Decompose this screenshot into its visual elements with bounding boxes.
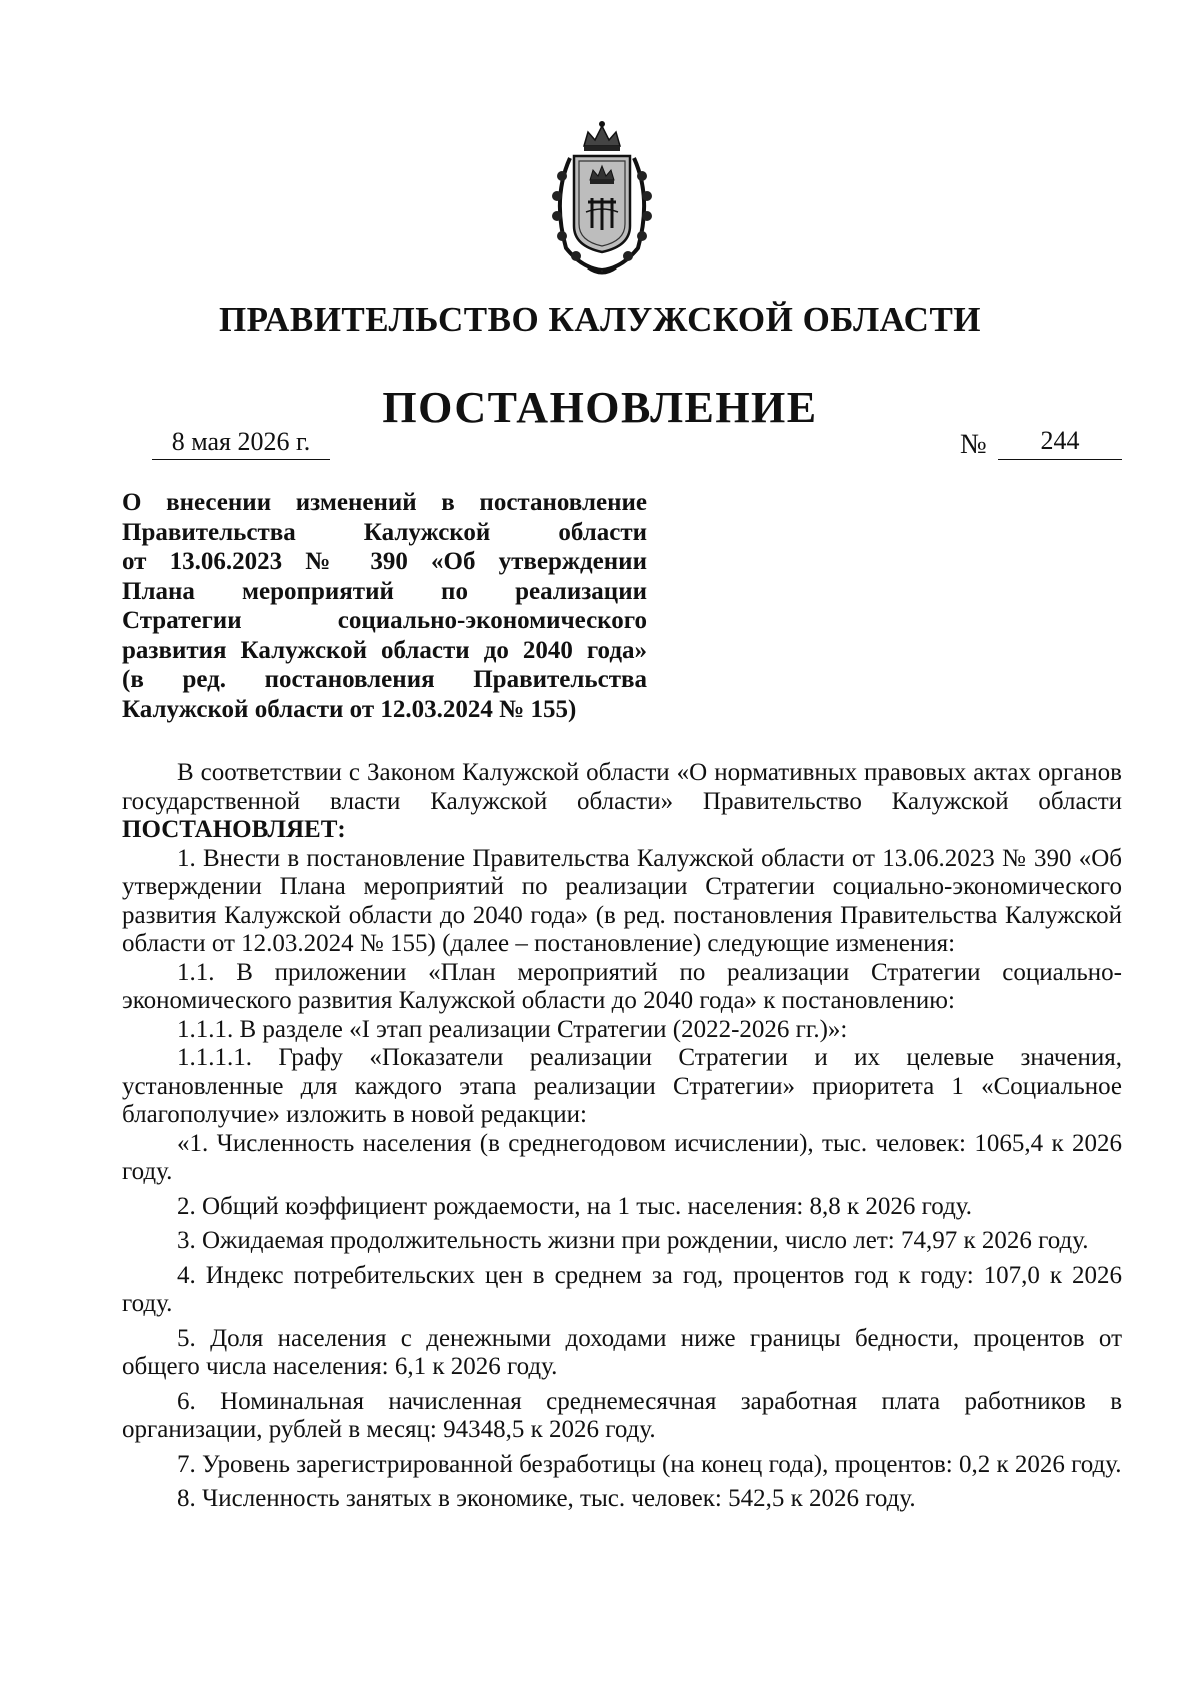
paragraph: 1.1.1.1. Графу «Показатели реализации Стратегии и их целевые значения, установленные для каждого этапа реализации Стратегии» приоритета 1 «Социальное благополучие» изложить в новой редакции: bbox=[122, 1044, 1122, 1128]
subject-line: развития Калужской области до 2040 года» bbox=[122, 636, 647, 664]
document-date: 8 мая 2026 г. bbox=[152, 427, 330, 460]
document-body bbox=[122, 759, 1122, 1514]
document-subject bbox=[122, 488, 647, 724]
subject-line: Плана мероприятий по реализации bbox=[122, 577, 647, 605]
subject-line: Калужской области от 12.03.2024 № 155) bbox=[122, 695, 577, 723]
coat-of-arms-icon bbox=[540, 118, 664, 278]
document-number: 244 bbox=[998, 427, 1122, 460]
indicator-item: 5. Доля населения с денежными доходами ниже границы бедности, процентов от общего числа населения: 6,1 к 2026 году. bbox=[122, 1324, 1122, 1380]
subject-line: от 13.06.2023 № 390 «Об утверждении bbox=[122, 548, 647, 575]
indicator-item: 2. Общий коэффициент рождаемости, на 1 тыс. населения: 8,8 к 2026 году. bbox=[177, 1192, 973, 1220]
indicator-item: «1. Численность населения (в среднегодовом исчислении), тыс. человек: 1065,4 к 2026 году. bbox=[122, 1129, 1122, 1185]
indicator-item: 4. Индекс потребительских цен в среднем за год, процентов год к году: 107,0 к 2026 году. bbox=[122, 1261, 1122, 1317]
indicator-item: 7. Уровень зарегистрированной безработицы (на конец года), процентов: 0,2 к 2026 году. bbox=[177, 1450, 1122, 1478]
indicator-item: 6. Номинальная начисленная среднемесячная заработная плата работников в организации, рублей в месяц: 94348,5 к 2026 году. bbox=[122, 1387, 1122, 1443]
subject-line: Стратегии социально-экономического bbox=[122, 607, 647, 634]
organization-title: ПРАВИТЕЛЬСТВО КАЛУЖСКОЙ ОБЛАСТИ bbox=[218, 300, 982, 339]
resolves-keyword: ПОСТАНОВЛЯЕТ: bbox=[122, 816, 346, 843]
paragraph: 1.1. В приложении «План мероприятий по реализации Стратегии социально-экономического развития Калужской области до 2040 года» к постановлению: bbox=[122, 958, 1122, 1014]
subject-line: Правительства Калужской области bbox=[122, 518, 647, 546]
paragraph: 1.1.1. В разделе «I этап реализации Стратегии (2022-2026 гг.)»: bbox=[177, 1015, 848, 1043]
number-label: № bbox=[960, 429, 987, 460]
preamble bbox=[122, 759, 1122, 845]
indicator-item: 3. Ожидаемая продолжительность жизни при рождении, число лет: 74,97 к 2026 году. bbox=[177, 1227, 1089, 1254]
document-type-title: ПОСТАНОВЛЕНИЕ bbox=[382, 383, 818, 432]
paragraph: 1. Внести в постановление Правительства Калужской области от 13.06.2023 № 390 «Об утверждении Плана мероприятий по реализации Стратегии социально-экономического развития Калужской области до 2040 года» (в ред. постановления Правительства Калужской области от 12.03.2024 № 155) (далее – постановление) следующие изменения: bbox=[122, 844, 1122, 957]
preamble-text: В соответствии с Законом Калужской области «О нормативных правовых актах органов государственной власти Калужской области» Правительство Калужской области bbox=[122, 759, 1122, 815]
subject-line: (в ред. постановления Правительства bbox=[122, 666, 647, 693]
indicator-item: 8. Численность занятых в экономике, тыс. человек: 542,5 к 2026 году. bbox=[177, 1485, 916, 1512]
subject-line: О внесении изменений в постановление bbox=[122, 489, 647, 516]
